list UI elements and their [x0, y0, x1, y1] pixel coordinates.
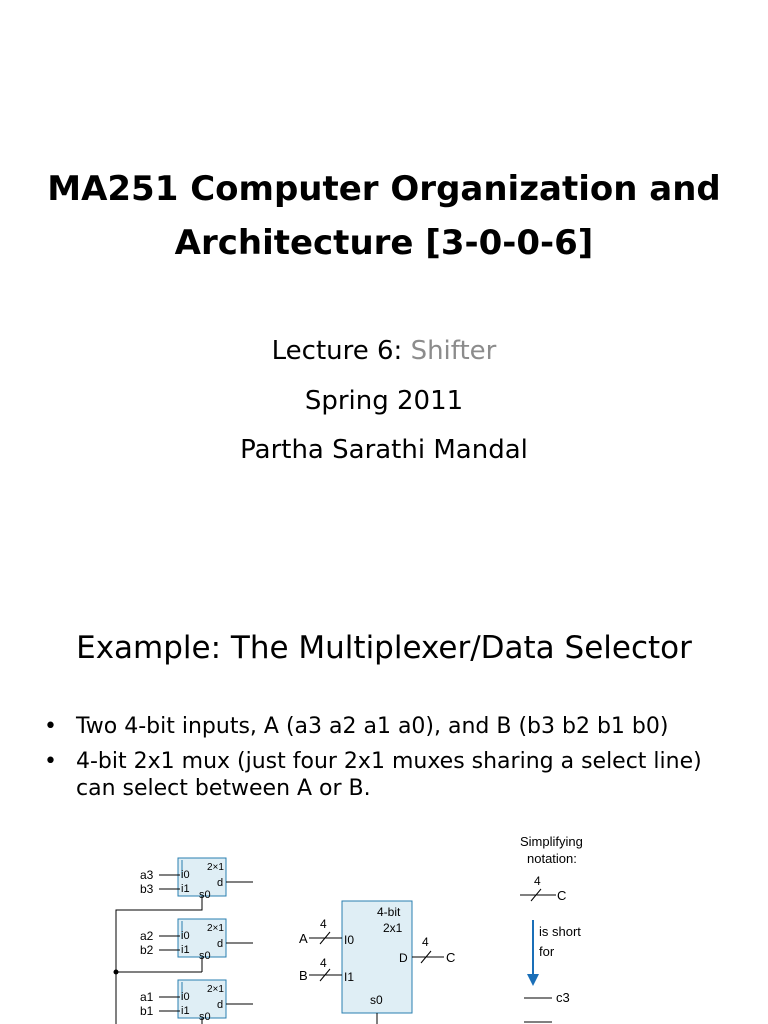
bullet-dot: •	[44, 749, 57, 774]
input-b3: b3	[140, 882, 154, 896]
pin-i0-label: i0	[181, 991, 190, 1003]
pin-d-label: d	[217, 877, 224, 889]
bus-width-A: 4	[320, 917, 327, 931]
bigmux-input-B: B	[299, 968, 308, 983]
bullet-dot: •	[44, 714, 57, 739]
bigmux-input-A: A	[299, 931, 308, 946]
pin-i1-label: i1	[181, 883, 190, 895]
input-a1: a1	[140, 990, 154, 1004]
pin-i1-label: i1	[181, 1005, 190, 1017]
mux-2x1-a3b3	[140, 858, 253, 901]
notation-short-2: for	[539, 944, 555, 959]
pin-s0-label: s0	[199, 950, 211, 962]
course-title-line1: MA251 Computer Organization and	[47, 169, 721, 209]
bullet-text: 4-bit 2x1 mux (just four 2x1 muxes sharing a select line) can select between A or B.	[76, 749, 702, 801]
course-title-line2: Architecture [3-0-0-6]	[174, 223, 594, 263]
bus-width-C: 4	[422, 935, 429, 949]
slide-heading: Example: The Multiplexer/Data Selector	[76, 630, 692, 666]
bigmux-pin-D: D	[399, 951, 408, 965]
notation-caption-2: notation:	[527, 851, 577, 866]
mux-size-label: 2×1	[207, 923, 224, 934]
pin-d-label: d	[217, 999, 224, 1011]
input-b1: b1	[140, 1004, 154, 1018]
input-b2: b2	[140, 943, 154, 957]
mux-diagram	[0, 576, 768, 1024]
mux-size-label: 2×1	[207, 984, 224, 995]
pin-i1-label: i1	[181, 944, 190, 956]
notation-caption-1: Simplifying	[520, 834, 583, 849]
pin-d-label: d	[217, 938, 224, 950]
term: Spring 2011	[304, 386, 464, 416]
notation-short-1: is short	[539, 924, 581, 939]
notation-wire-c3: c3	[556, 990, 570, 1005]
mux-slide	[0, 576, 768, 1024]
bus-width-B: 4	[320, 956, 327, 970]
author: Partha Sarathi Mandal	[240, 435, 528, 465]
lecture-prefix: Lecture 6:	[271, 336, 411, 366]
lecture-line	[0, 335, 768, 367]
bigmux-pin-s0: s0	[370, 993, 383, 1007]
bigmux-title-2: 2x1	[383, 921, 403, 935]
bigmux-output-C: C	[446, 950, 456, 965]
pin-s0-label: s0	[199, 1011, 211, 1023]
pin-i0-label: i0	[181, 930, 190, 942]
lecture-topic: Shifter	[410, 336, 497, 366]
input-a2: a2	[140, 929, 154, 943]
mux-size-label: 2×1	[207, 862, 224, 873]
mux-4bit-2x1	[299, 901, 455, 1024]
pin-s0-label: s0	[199, 889, 211, 901]
input-a3: a3	[140, 868, 154, 882]
bigmux-pin-I0: I0	[344, 933, 355, 947]
bigmux-title-1: 4-bit	[377, 905, 401, 919]
mux-2x1-a1b1	[140, 980, 253, 1023]
bullet-text: Two 4-bit inputs, A (a3 a2 a1 a0), and B (b3 b2 b1 b0)	[76, 714, 669, 739]
arrow-down-icon	[527, 974, 539, 986]
notation-bus-width: 4	[534, 874, 541, 888]
pin-i0-label: i0	[181, 869, 190, 881]
notation-legend	[520, 834, 583, 1022]
bigmux-pin-I1: I1	[344, 970, 355, 984]
mux-2x1-a2b2	[140, 919, 253, 962]
notation-bus-label: C	[557, 888, 567, 903]
